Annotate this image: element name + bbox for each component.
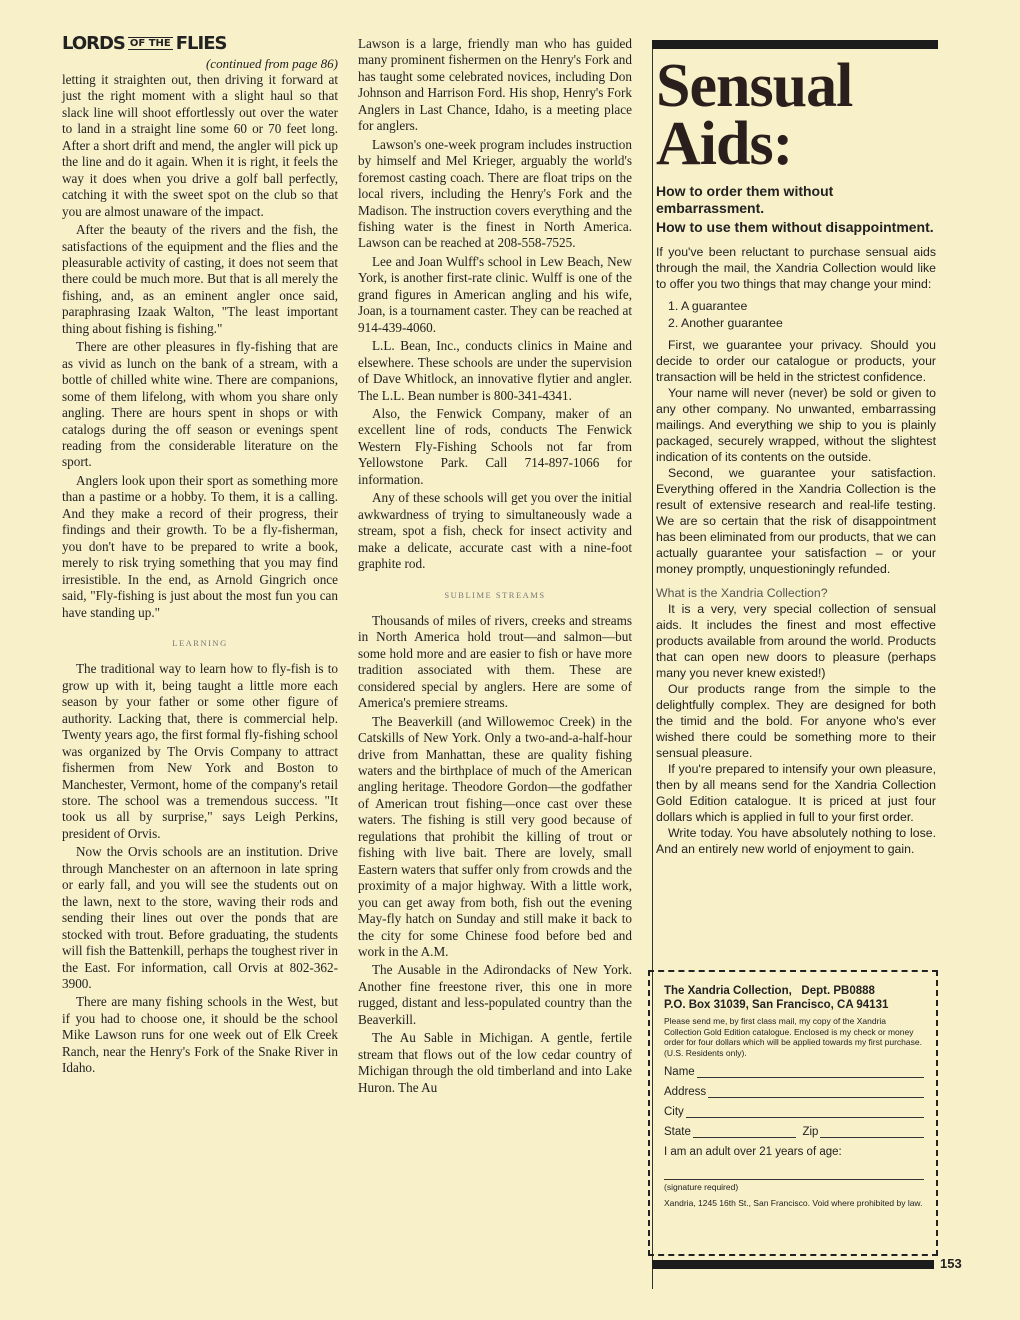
coupon-request-text: Please send me, by first class mail, my copy of the Xandria Collection Gold Edition catalogue. Enclosed is my check or money order for four dollars which will be applied towards my first purchase. (U.S. Residents only). xyxy=(664,1016,922,1058)
zip-line[interactable] xyxy=(820,1126,924,1138)
ad-subheading: How to use them without disappointment. xyxy=(656,219,934,235)
paragraph: L.L. Bean, Inc., conducts clinics in Maine and elsewhere. These schools are under the supervision of Dave Whitlock, an innovative flytier and angler. The L.L. Bean number is 800-341-4341. xyxy=(358,338,632,403)
guarantee-list xyxy=(668,298,936,331)
name-label: Name xyxy=(664,1066,695,1078)
page-number: 153 xyxy=(940,1256,962,1271)
paragraph: Anglers look upon their sport as something more than a pastime or a hobby. To them, it is a calling. And they make a record of their progress, their findings and their growth. To be a fly-fisherman, you don't have to be prepared to write a book, merely to risk trying something that you may find irresistible. In the end, as Arnold Gingrich once said, "Fly-fishing is just about the most fun you can have standing up." xyxy=(62,472,338,620)
paragraph: The Au Sable in Michigan. A gentle, fertile stream that flows out of the low cedar country of Michigan through the old timberland and into Lake Huron. The Au xyxy=(358,1030,632,1095)
ad-paragraph: Your name will never (never) be sold or given to any other company. No unwanted, embarrassing mailings. And everything we ship to you is plainly packaged, securely wrapped, without the slightest indication of its contents on the outside. xyxy=(656,386,936,464)
ad-paragraph: If you're prepared to intensify your own pleasure, then by all means send for the Xandria Collection Gold Edition catalogue. It is priced at just four dollars which is applied in full to your first order. xyxy=(656,762,936,824)
signature-caption: (signature required) xyxy=(664,1182,739,1192)
ad-top-bar xyxy=(652,40,938,49)
ad-headline-line1: Sensual xyxy=(656,52,853,120)
paragraph: Thousands of miles of rivers, creeks and streams in North America hold trout—and salmon—but some hold more and are easier to fish or have more tradition associated with them. These are considered special by anglers. Here are some of America's premiere streams. xyxy=(358,612,632,711)
advertisement xyxy=(652,40,938,1208)
paragraph: The Beaverkill (and Willowemoc Creek) in the Catskills of New York. Only a two-and-a-half-hour drive from Manhattan, these are quality fishing waters and the birthplace of much of the American angling heritage. Theodore Gordon—the godfather of American trout fishing—once cast over these waters. The fishing is still very good because of regulations that prohibit the killing of trout or fishing with live bait. There are lovely, small Eastern waters that suffer only from crowds and the proximity of a major highway. With a little work, you can get away from both, fish out the evening May-fly hatch on Sunday and still make it back to the city for some Chinese food before bed and work in the A.M. xyxy=(358,713,632,960)
dept-title-part2: OF THE xyxy=(129,38,171,49)
ad-paragraph: Write today. You have absolutely nothing to lose. And an entirely new world of enjoyment to gain. xyxy=(656,826,936,856)
paragraph: Lawson's one-week program includes instruction by himself and Mel Krieger, arguably the world's foremost casting coach. There are float trips on the local rivers, including the Henry's Fork and the Madison. The instruction covers everything and the fishing water is the finest in North America. Lawson can be reached at 208-558-7525. xyxy=(358,136,632,251)
paragraph: Any of these schools will get you over the initial awkwardness of trying to simultaneously wade a stream, spot a fish, check for insect activity and make a delicate, accurate cast with a nine-foot graphite rod. xyxy=(358,490,632,572)
coupon-fine-print: Xandria, 1245 16th St., San Francisco. Void where prohibited by law. xyxy=(664,1198,923,1208)
section-subhead-sublime-streams: SUBLIME STREAMS xyxy=(444,589,546,600)
paragraph: The Ausable in the Adirondacks of New York. Another fine freestone river, this one in more rugged, distant and less-populated country than the Beaverkill. xyxy=(358,962,632,1027)
address-label: Address xyxy=(664,1086,707,1098)
name-field[interactable] xyxy=(664,1066,924,1078)
zip-label: Zip xyxy=(802,1126,819,1138)
paragraph: Lee and Joan Wulff's school in Lew Beach, New York, is another first-rate clinic. Wulff is one of the grand figures in American angling and his wife, Joan, is a tournament caster. They can be reached at 914-439-4060. xyxy=(358,253,632,335)
article-column-1 xyxy=(62,33,338,1077)
article-column-2 xyxy=(358,36,632,1096)
city-label: City xyxy=(664,1106,684,1118)
ad-subheading: How to order them without embarrassment. xyxy=(656,183,834,216)
coupon-company xyxy=(664,984,924,998)
city-line[interactable] xyxy=(686,1106,924,1118)
paragraph: After the beauty of the rivers and the fish, the satisfactions of the equipment and the flies and the pleasurable activity of casting, it does not seem that there could be much more. But that is all merely the fishing, and, as an eminent angler once said, paraphrasing Izaak Walton, "The least important thing about fishing is fishing." xyxy=(62,222,338,336)
adult-label: I am an adult over 21 years of age: xyxy=(664,1146,842,1158)
ad-paragraph: If you've been reluctant to purchase sensual aids through the mail, the Xandria Collection would like to offer you two things that may change your mind: xyxy=(656,245,936,291)
ad-headline xyxy=(656,52,938,178)
paragraph: Lawson is a large, friendly man who has guided many prominent fishermen on the Henry's Fork and has taught some celebrated novices, including Don Johnson and Harrison Ford. His shop, Henry's Fork Anglers in Last Chance, Idaho, is a meeting place for anglers. xyxy=(358,36,632,134)
coupon-company-name: The Xandria Collection, xyxy=(664,985,792,997)
ad-question: What is the Xandria Collection? xyxy=(656,586,828,600)
signature-line[interactable] xyxy=(664,1162,924,1180)
city-field[interactable] xyxy=(664,1106,924,1118)
section-subhead-learning: LEARNING xyxy=(172,637,228,648)
paragraph: Now the Orvis schools are an institution. Drive through Manchester on an afternoon in late spring or early fall, and you will see the students out on the lawn, next to the store, waving their rods and sending their lines out over the ponds that are stocked with trout. Before graduating, the students will fish the Battenkill, perhaps the toughest river in the East. For information, call Orvis at 802-362-3900. xyxy=(62,844,338,992)
state-label: State xyxy=(664,1126,691,1138)
list-item: 1. A guarantee xyxy=(668,299,748,313)
order-coupon[interactable] xyxy=(648,970,938,1256)
list-item: 2. Another guarantee xyxy=(668,316,783,330)
ad-copy xyxy=(656,244,938,857)
department-title xyxy=(62,33,227,55)
paragraph: The traditional way to learn how to fly-fish is to grow up with it, being taught a little more each season by your father or some other figure of authority. Lacking that, there is commercial help. Twenty years ago, the first formal fly-fishing school was organized by The Orvis Company to attract fishermen from New York and Boston to Manchester, Vermont, home of the company's retail store. The school was a tremendous success. "It took us all by surprise," says Leigh Perkins, president of Orvis. xyxy=(62,661,338,841)
ad-paragraph: Our products range from the simple to the delightfully complex. They are designed for both the timid and the bold. For anyone who's ever wished there could be something more to their sensual pleasure. xyxy=(656,682,936,760)
paragraph: letting it straighten out, then driving it forward at just the right moment with a slight haul so that slack line will shoot effortlessly out over the water to land in a straight line some 60 or 70 feet long. After a short drift and mend, the angler will pick up the line and do it again. When it is right, it feels the way it does when you drive a golf ball perfectly, catching it with the sweet spot on the club so that you are almost unaware of the impact. xyxy=(62,72,338,219)
ad-paragraph: First, we guarantee your privacy. Should you decide to order our catalogue or products, your transaction will be held in the strictest confidence. xyxy=(656,338,936,384)
paragraph: There are many fishing schools in the West, but if you had to choose one, it should be the school Mike Lawson runs for one week out of Elk Creek Ranch, near the Henry's Fork of the Snake River in Idaho. xyxy=(62,994,338,1076)
ad-headline-line2: Aids: xyxy=(656,110,793,178)
name-line[interactable] xyxy=(697,1066,924,1078)
dept-title-part1: LORDS xyxy=(62,33,125,55)
ad-paragraph: It is a very, very special collection of sensual aids. It includes the finest and most effective products available from around the world. Products that can open new doors to pleasure (perhaps many you never knew existed!) xyxy=(656,602,936,680)
coupon-address: P.O. Box 31039, San Francisco, CA 94131 xyxy=(664,999,889,1011)
address-line[interactable] xyxy=(708,1086,924,1098)
adult-statement xyxy=(664,1146,924,1158)
coupon-dept: Dept. PB0888 xyxy=(801,985,875,997)
address-field[interactable] xyxy=(664,1086,924,1098)
state-line[interactable] xyxy=(693,1126,797,1138)
ad-bottom-bar xyxy=(652,1260,934,1269)
paragraph: There are other pleasures in fly-fishing that are as vivid as lunch on the bank of a stream, with a bottle of chilled white wine. There are companions, some of them lifelong, with whom you share only angling. There are hours spent in shops or with catalogs during the off season or evenings spent reading from the considerable literature on the sport. xyxy=(62,339,338,470)
department-header xyxy=(62,33,338,72)
state-zip-field[interactable] xyxy=(664,1126,924,1138)
continued-from-note: (continued from page 86) xyxy=(205,56,338,71)
dept-title-part3: FLIES xyxy=(175,33,227,55)
paragraph: Also, the Fenwick Company, maker of an excellent line of rods, conducts The Fenwick Western Fly-Fishing Schools not far from Yellowstone Park. Call 714-897-1066 for information. xyxy=(358,405,632,487)
ad-paragraph: Second, we guarantee your satisfaction. Everything offered in the Xandria Collection is the result of extensive research and real-life testing. We are so certain that the risk of disappointment has been eliminated from our products, that we can actually guarantee your satisfaction – or your money promptly, unquestioningly refunded. xyxy=(656,466,936,576)
